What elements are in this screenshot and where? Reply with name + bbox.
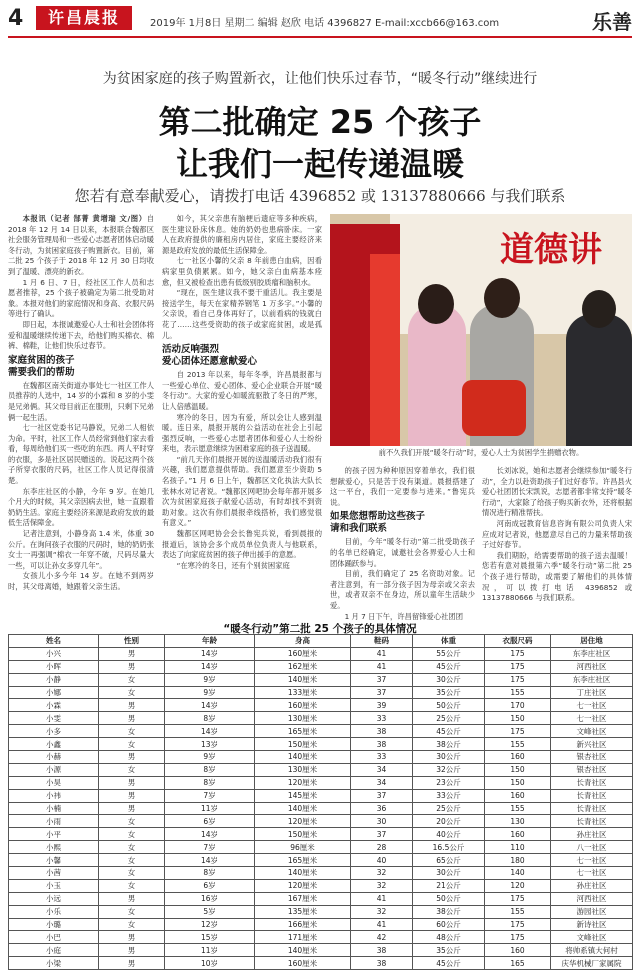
table-cell: 11岁 (165, 802, 255, 815)
table-cell: 女 (99, 841, 165, 854)
table-cell: 银杏社区 (551, 763, 633, 776)
photo-gift-bag (462, 380, 526, 436)
table-cell: 女 (99, 854, 165, 867)
table-cell: 男 (99, 660, 165, 673)
table-row (9, 763, 633, 776)
table-cell: 16岁 (165, 892, 255, 905)
table-cell: 小静 (9, 673, 99, 686)
table-cell: 150 (485, 776, 551, 789)
table-cell: 小梁 (9, 957, 99, 970)
table-row (9, 944, 633, 957)
table-row (9, 867, 633, 880)
table-cell: 175 (485, 647, 551, 660)
table-cell: 165厘米 (255, 854, 351, 867)
table-cell: 孙庄社区 (551, 828, 633, 841)
article-column-3 (330, 466, 475, 621)
table-row (9, 802, 633, 815)
table-cell: 5岁 (165, 905, 255, 918)
table-cell: 130厘米 (255, 763, 351, 776)
table-cell: 女 (99, 918, 165, 931)
table-cell: 23公斤 (413, 776, 485, 789)
table-cell: 男 (99, 957, 165, 970)
table-row (9, 905, 633, 918)
table-cell: 13岁 (165, 738, 255, 751)
table-cell: 小祎 (9, 789, 99, 802)
table-cell: 庆华机械厂家属院 (551, 957, 633, 970)
table-cell: 游园社区 (551, 905, 633, 918)
table-cell: 35公斤 (413, 944, 485, 957)
table-cell: 男 (99, 647, 165, 660)
table-row (9, 841, 633, 854)
table-cell: 155 (485, 738, 551, 751)
table-cell: 12岁 (165, 918, 255, 931)
table-cell: 11岁 (165, 944, 255, 957)
table-cell: 140厘米 (255, 867, 351, 880)
table-cell: 七一社区 (551, 699, 633, 712)
table-cell: 175 (485, 918, 551, 931)
table-cell: 河西社区 (551, 892, 633, 905)
article-paragraph: 河南成冠教育信息咨询有限公司负责人宋应成对记者说，他愿意尽自己的力量来帮助孩子过好春节。 (482, 518, 632, 550)
table-cell: 40公斤 (413, 828, 485, 841)
table-cell: 37 (351, 686, 413, 699)
article-subheading: 如果您想帮助这些孩子 请和我们联系 (330, 511, 426, 535)
table-cell: 8岁 (165, 867, 255, 880)
table-row (9, 892, 633, 905)
table-cell: 15岁 (165, 931, 255, 944)
table-cell: 女 (99, 815, 165, 828)
table-cell: 女 (99, 763, 165, 776)
table-cell: 32 (351, 879, 413, 892)
table-header-cell: 鞋码 (351, 635, 413, 648)
table-cell: 10岁 (165, 957, 255, 970)
table-cell: 171厘米 (255, 931, 351, 944)
table-cell: 41 (351, 660, 413, 673)
table-cell: 42 (351, 931, 413, 944)
article-paragraph: 七一社区党委书记马静说，兄弟二人相依为命。平时，社区工作人员经常到他们家去看看，每周给他们买一些吃的东西。两人平时穿的衣服，多是社区居民赠送的。说起这两个孩子所穿衣服的尺码，社区工作人员记得很清楚。 (8, 423, 154, 486)
table-cell: 38公斤 (413, 738, 485, 751)
table-cell: 9岁 (165, 673, 255, 686)
table-cell: 小源 (9, 763, 99, 776)
table-cell: 39 (351, 699, 413, 712)
table-cell: 45公斤 (413, 725, 485, 738)
table-cell: 东李庄社区 (551, 673, 633, 686)
table-cell: 七一社区 (551, 867, 633, 880)
table-cell: 155 (485, 802, 551, 815)
table-cell: 150 (485, 712, 551, 725)
table-row (9, 712, 633, 725)
table-row (9, 738, 633, 751)
table-cell: 60公斤 (413, 918, 485, 931)
table-cell: 银杏社区 (551, 751, 633, 764)
table-cell: 男 (99, 944, 165, 957)
table-cell: 175 (485, 660, 551, 673)
photo-caption: 前不久我们开展“暖冬行动”时，爱心人士为贫困学生捐赠衣物。 (378, 448, 584, 457)
table-cell: 文峰社区 (551, 931, 633, 944)
table-cell: 小楠 (9, 802, 99, 815)
table-cell: 35公斤 (413, 686, 485, 699)
table-cell: 8岁 (165, 763, 255, 776)
table-row (9, 879, 633, 892)
table-cell: 155 (485, 686, 551, 699)
table-cell: 41 (351, 892, 413, 905)
table-cell: 14岁 (165, 660, 255, 673)
table-cell: 小乐 (9, 905, 99, 918)
table-row (9, 647, 633, 660)
article-paragraph: 即日起，本报诚邀爱心人士和社会团体将爱和温暖继续传递下去，给他们购买棉衣、棉裤、棉鞋，让他们快乐过春节。 (8, 319, 154, 351)
table-cell: 175 (485, 673, 551, 686)
photo-girl-head (418, 284, 454, 324)
table-cell: 48公斤 (413, 931, 485, 944)
table-cell: 110 (485, 841, 551, 854)
table-cell: 14岁 (165, 828, 255, 841)
table-cell: 150厘米 (255, 828, 351, 841)
article-paragraph: 目前，今年“暖冬行动”第二批受助孩子的名单已经确定，诚邀社会各界爱心人士和团体踊跃参与。 (330, 537, 475, 568)
article-column-4 (482, 466, 632, 603)
table-cell: 9岁 (165, 686, 255, 699)
article-paragraph: 目前，我们确定了 25 名资助对象。记者注意到，有一部分孩子因为母亲或父亲去世，或者双亲不在身边，所以童年生活缺少爱。 (330, 569, 475, 610)
table-cell: 41 (351, 918, 413, 931)
article-subheading: 活动反响强烈 爱心团体还愿意献爱心 (162, 344, 258, 368)
table-cell: 37 (351, 673, 413, 686)
table-header-cell: 身高 (255, 635, 351, 648)
table-cell: 145厘米 (255, 789, 351, 802)
article-subheading: 家庭贫困的孩子 需要我们的帮助 (8, 354, 75, 378)
table-row (9, 931, 633, 944)
table-row (9, 686, 633, 699)
table-cell: 50公斤 (413, 699, 485, 712)
table-cell: 30 (351, 815, 413, 828)
table-cell: 41 (351, 647, 413, 660)
table-title: “暖冬行动”第二批 25 个孩子的具体情况 (223, 623, 417, 635)
headline-line-1: 第二批确定 25 个孩子 (158, 103, 482, 141)
article-paragraph: “现在，医生建议我不要干重活儿。我主要是接送学生，每天在家精养钢笔 1 万多字。”小馨的父亲说，看自己身体再好了，以前看病的钱就白花了……这些受资助的孩子或家庭贫困，或是孤儿。 (162, 288, 322, 340)
table-cell: 男 (99, 712, 165, 725)
table-cell: 150厘米 (255, 738, 351, 751)
table-cell: 120厘米 (255, 776, 351, 789)
article-paragraph: 寒冷的冬日，因为有爱，所以会让人感到温暖。连日来，晨报开展的公益活动在社会上引起强烈反响，一些爱心志愿者团体和爱心人士纷纷来电，表示愿意继续为困难家庭的孩子送温暖。 (162, 412, 322, 454)
newspaper-logo: 许昌晨报 (36, 6, 132, 30)
table-cell: 将帅系镇大何村 (551, 944, 633, 957)
table-cell: 96厘米 (255, 841, 351, 854)
table-cell: 14岁 (165, 699, 255, 712)
table-cell: 小霖 (9, 699, 99, 712)
table-row (9, 854, 633, 867)
table-cell: 14岁 (165, 725, 255, 738)
table-cell: 7岁 (165, 789, 255, 802)
table-cell: 165厘米 (255, 725, 351, 738)
table-cell: 七一社区 (551, 854, 633, 867)
table-cell: 8岁 (165, 776, 255, 789)
article-column-1 (8, 214, 154, 592)
table-cell: 女 (99, 725, 165, 738)
table-cell: 男 (99, 776, 165, 789)
article-byline: 本报讯（记者 郜菁 黄增瑞 文/图） (22, 214, 147, 223)
table-cell: 135厘米 (255, 905, 351, 918)
table-cell: 长青社区 (551, 815, 633, 828)
table-cell: 男 (99, 699, 165, 712)
table-cell: 9岁 (165, 751, 255, 764)
table-row (9, 776, 633, 789)
table-header-cell: 体重 (413, 635, 485, 648)
table-row (9, 918, 633, 931)
masthead-divider (8, 36, 632, 38)
table-cell: 男 (99, 789, 165, 802)
article-paragraph: 长刘冰说，她和志愿者会继续参加“暖冬行动”，全力以赴资助孩子们过好春节。许昌县火爱心社团团长宋凯说，志愿者都非常支持“暖冬行动”，大家除了给孩子购买新衣外，还将根据情况进行精准帮扶。 (482, 466, 632, 518)
table-cell: 175 (485, 931, 551, 944)
table-cell: 65公斤 (413, 854, 485, 867)
table-row (9, 828, 633, 841)
table-cell: 160 (485, 828, 551, 841)
table-cell: 小娜 (9, 686, 99, 699)
table-cell: 八一社区 (551, 841, 633, 854)
children-table (8, 634, 633, 970)
table-cell: 小馨 (9, 854, 99, 867)
article-paragraph: 魏都区网吧协会会长鲁宪兵说，看到晨报的报道后，该协会多个成员单位负责人与他联系，表达了向家庭贫困的孩子伸出援手的意愿。 (162, 529, 322, 560)
table-cell: 160厘米 (255, 699, 351, 712)
article-paragraph: 我们期盼，给需要帮助的孩子送去温暖！您若有意对晨报第六季“暖冬行动”第二批 25 个孩子进行帮助，或需要了解他们的具体情况，可以拨打电话 4396852 或 13137880666 与我们联系。 (482, 550, 632, 603)
table-cell: 55公斤 (413, 647, 485, 660)
table-cell: 120厘米 (255, 879, 351, 892)
table-cell: 男 (99, 751, 165, 764)
table-cell: 女 (99, 738, 165, 751)
headline-line-2: 让我们一起传递温暖 (175, 145, 464, 183)
table-cell: 小雨 (9, 815, 99, 828)
table-cell: 120 (485, 879, 551, 892)
article-paragraph: 1 月 7 日下午，许昌留锋爱心社团团 (344, 611, 463, 621)
table-cell: 155 (485, 905, 551, 918)
table-cell: 160厘米 (255, 957, 351, 970)
table-cell: 133厘米 (255, 686, 351, 699)
photo-girl (408, 304, 466, 446)
table-cell: 40 (351, 854, 413, 867)
table-cell: 女 (99, 673, 165, 686)
table-cell: 小璐 (9, 918, 99, 931)
article-paragraph: 1 月 6 日、7 日，经社区工作人员和志愿者推荐，25 个孩子被确定为第二批受助对象。本报对他们的家庭情况和身高、衣服尺码等进行了确认。 (8, 277, 154, 319)
table-cell: 新兴社区 (551, 738, 633, 751)
table-cell: 小茜 (9, 867, 99, 880)
table-cell: 新诗社区 (551, 918, 633, 931)
table-cell: 150 (485, 763, 551, 776)
table-cell: 小熙 (9, 841, 99, 854)
table-cell: 180 (485, 854, 551, 867)
table-cell: 25公斤 (413, 802, 485, 815)
headline-kicker: 为贫困家庭的孩子购置新衣，让他们快乐过春节，“暖冬行动”继续进行 (102, 71, 538, 87)
table-cell: 女 (99, 828, 165, 841)
table-row (9, 673, 633, 686)
table-cell: 50公斤 (413, 892, 485, 905)
table-cell: 34 (351, 776, 413, 789)
table-cell: 25公斤 (413, 712, 485, 725)
article-column-2 (162, 214, 322, 592)
table-cell: 167厘米 (255, 892, 351, 905)
table-cell: 140厘米 (255, 673, 351, 686)
table-header-cell: 年龄 (165, 635, 255, 648)
table-cell: 8岁 (165, 712, 255, 725)
photo-red-flag (370, 254, 400, 446)
table-cell: 女 (99, 686, 165, 699)
table-cell: 6岁 (165, 815, 255, 828)
table-cell: 175 (485, 892, 551, 905)
table-cell: 小雯 (9, 712, 99, 725)
table-cell: 165 (485, 957, 551, 970)
article-paragraph: 自 2013 年以来，每年冬季，许昌晨报都与一些爱心单位、爱心团体、爱心企业联合开展“暖冬行动”。大家的爱心如暖流驱散了冬日的严寒，让人倍感温暖。 (162, 370, 322, 411)
table-cell: 小赫 (9, 751, 99, 764)
table-cell: 小晖 (9, 660, 99, 673)
headline-subhead: 您若有意奉献爱心，请拨打电话 4396852 或 13137880666 与我们联系 (74, 187, 566, 205)
table-cell: 32 (351, 905, 413, 918)
table-header-row (9, 635, 633, 648)
page-number: 4 (8, 6, 24, 31)
table-cell: 14岁 (165, 854, 255, 867)
table-cell: 160 (485, 789, 551, 802)
table-cell: 孙庄社区 (551, 879, 633, 892)
table-cell: 男 (99, 892, 165, 905)
table-row (9, 815, 633, 828)
table-cell: 36 (351, 802, 413, 815)
table-cell: 6岁 (165, 879, 255, 892)
table-cell: 140厘米 (255, 802, 351, 815)
photo-woman-head (484, 278, 520, 318)
table-row (9, 751, 633, 764)
table-row (9, 789, 633, 802)
article-paragraph: “在寒冷的冬日，还有个别贫困家庭 (176, 560, 290, 570)
table-cell: 140厘米 (255, 944, 351, 957)
table-cell: 河西社区 (551, 660, 633, 673)
table-cell: 175 (485, 725, 551, 738)
table-cell: 33 (351, 712, 413, 725)
table-cell: 小庭 (9, 944, 99, 957)
table-cell: 小平 (9, 828, 99, 841)
table-cell: 文峰社区 (551, 725, 633, 738)
table-cell: 120厘米 (255, 815, 351, 828)
table-row (9, 957, 633, 970)
table-header-cell: 衣服尺码 (485, 635, 551, 648)
table-cell: 21公斤 (413, 879, 485, 892)
article-paragraph: 在魏都区南关街道办事处七一社区工作人员推荐的人选中，14 岁的小霖和 8 岁的小雯是兄弟俩。其父母目前正在服刑，只剩下兄弟俩一起生活。 (8, 380, 154, 422)
table-cell: 小远 (9, 892, 99, 905)
table-cell: 37 (351, 789, 413, 802)
table-cell: 45公斤 (413, 957, 485, 970)
table-cell: 小玉 (9, 879, 99, 892)
table-cell: 东李庄社区 (551, 647, 633, 660)
table-cell: 140厘米 (255, 751, 351, 764)
table-cell: 38 (351, 957, 413, 970)
table-cell: 女 (99, 879, 165, 892)
article-paragraph: “前几天你们晨报开展的送温暖活动我们很有兴趣，我们愿意提供帮助。我们愿意至少资助 5 名孩子。”1 月 6 日上午，魏都区文化执法大队长张林水对记者说。“魏都区网吧协会每年都开展多次为贫困家庭孩子献爱心活动，有时却找不到资助对象。这次有你们晨报牵线搭桥，我们感觉很有意义。” (162, 454, 322, 528)
table-cell: 33公斤 (413, 789, 485, 802)
table-cell: 140 (485, 867, 551, 880)
article-paragraph: 东李庄社区的小静，今年 9 岁。在她几个月大的时候，其父亲因病去世，她一直跟着奶奶生活。家庭主要经济来源是政府发放的最低生活保障金。 (8, 486, 154, 528)
table-cell: 37 (351, 828, 413, 841)
table-header-cell: 姓名 (9, 635, 99, 648)
table-cell: 男 (99, 802, 165, 815)
table-cell: 小多 (9, 725, 99, 738)
table-cell: 32 (351, 867, 413, 880)
table-cell: 162厘米 (255, 660, 351, 673)
table-cell: 14岁 (165, 647, 255, 660)
table-cell: 34 (351, 763, 413, 776)
table-cell: 30公斤 (413, 673, 485, 686)
table-cell: 女 (99, 867, 165, 880)
table-cell: 32公斤 (413, 763, 485, 776)
table-row (9, 699, 633, 712)
table-cell: 33 (351, 751, 413, 764)
table-cell: 160 (485, 944, 551, 957)
table-cell: 七一社区 (551, 712, 633, 725)
table-cell: 长青社区 (551, 802, 633, 815)
table-cell: 丁庄社区 (551, 686, 633, 699)
table-row (9, 660, 633, 673)
table-cell: 小昊 (9, 776, 99, 789)
table-cell: 30公斤 (413, 751, 485, 764)
table-header-cell: 性别 (99, 635, 165, 648)
table-cell: 长青社区 (551, 776, 633, 789)
table-header-cell: 居住地 (551, 635, 633, 648)
table-cell: 小鑫 (9, 738, 99, 751)
table-cell: 160厘米 (255, 647, 351, 660)
article-paragraph: 女孩儿小多今年 14 岁。在她不到两岁时，其父母离婚，她跟着父亲生活。 (8, 571, 154, 591)
photo-man-head (582, 290, 616, 328)
photo-sign-text: 道德讲 (500, 230, 602, 270)
table-cell: 130厘米 (255, 712, 351, 725)
masthead-info-line: 2019年 1月8日 星期二 编辑 赵欣 电话 4396827 E-mail:xccb66@163.com (150, 18, 500, 29)
article-photo (330, 214, 632, 446)
article-paragraph: 的孩子因为种种原因穿着单衣，我们很想献爱心，只是苦于没有渠道。晨报搭建了这一平台，我们一定要参与进来。”鲁宪兵说。 (330, 466, 475, 507)
table-cell: 男 (99, 931, 165, 944)
table-cell: 166厘米 (255, 918, 351, 931)
table-row (9, 725, 633, 738)
photo-man (566, 314, 632, 446)
table-cell: 小巴 (9, 931, 99, 944)
article-paragraph: 七一社区小馨的父亲 8 年前患白血病，因看病家里负债累累。如今，她父亲白血病基本痊愈，但又被检查出患有低级别胶质瘤和脑积水。 (162, 256, 322, 287)
table-cell: 45公斤 (413, 660, 485, 673)
table-cell: 长青社区 (551, 789, 633, 802)
table-cell: 38 (351, 944, 413, 957)
table-cell: 160 (485, 751, 551, 764)
table-cell: 28 (351, 841, 413, 854)
article-paragraph: 自 2018 年 12 月 14 日以来，本报联合魏都区社会服务管理局和一些爱心志愿者团体启动暖冬行动，为贫困家庭孩子购置新衣。目前，第二批 25 个孩子于 2018 年 12 月 30 日均收到了温暖、漂亮的新衣。 (8, 214, 154, 276)
section-name: 乐善 (592, 10, 632, 34)
table-cell: 38 (351, 738, 413, 751)
masthead (0, 0, 640, 40)
table-body (9, 647, 633, 969)
table-cell: 38 (351, 725, 413, 738)
table-cell: 30公斤 (413, 867, 485, 880)
table-cell: 7岁 (165, 841, 255, 854)
table-cell: 38公斤 (413, 905, 485, 918)
article-paragraph: 记者注意到，小静身高 1.4 米，体重 30 公斤。在询问孩子衣服的尺码时，她的奶奶张女士一再强调“棉衣一年穿不破，尺码尽量大一些，可以让孙女多穿几年”。 (8, 529, 154, 570)
table-cell: 170 (485, 699, 551, 712)
table-cell: 20公斤 (413, 815, 485, 828)
article-paragraph: 如今，其父亲患有脑梗后遗症等多种疾病，医生建议卧床休息。她的奶奶也患病卧床。一家人在政府提供的廉租房内居住，家庭主要经济来源是政府发放的最低生活保障金。 (162, 214, 322, 255)
table-cell: 女 (99, 905, 165, 918)
table-cell: 小兴 (9, 647, 99, 660)
table-cell: 130 (485, 815, 551, 828)
table-cell: 16.5公斤 (413, 841, 485, 854)
